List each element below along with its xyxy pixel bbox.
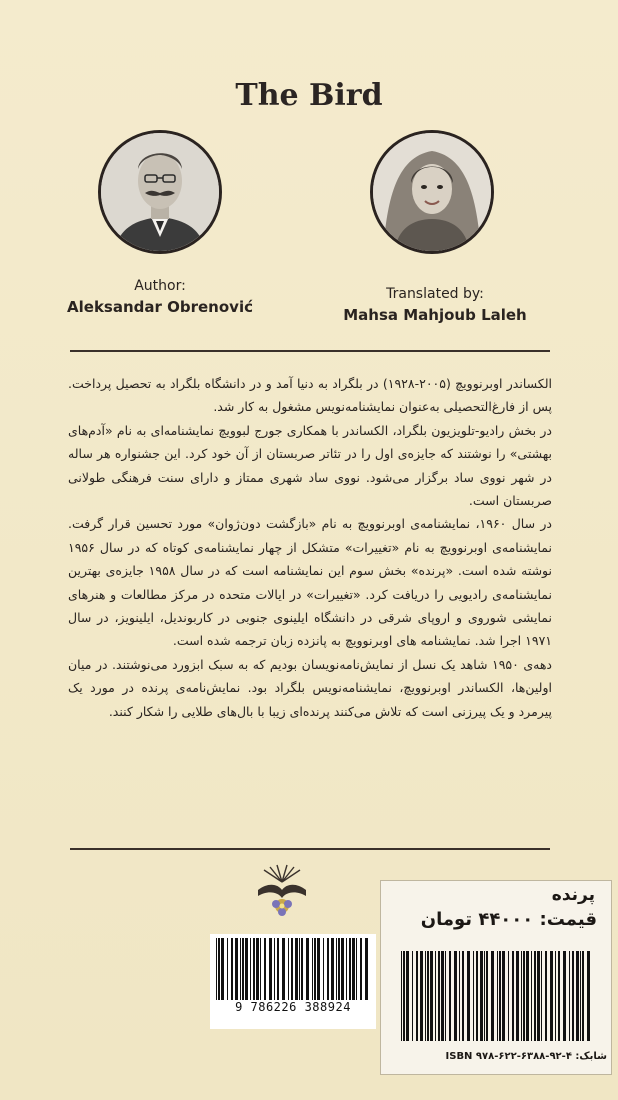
barcode-bar <box>502 951 505 1041</box>
barcode-bar <box>291 938 293 1000</box>
barcode-bar <box>253 938 255 1000</box>
barcode-bar <box>537 951 540 1041</box>
isbn-barcode <box>210 934 376 1029</box>
barcode-bar <box>438 951 440 1041</box>
barcode-bar <box>323 938 324 1000</box>
barcode-bar <box>349 938 351 1000</box>
barcode-bar <box>336 938 337 1000</box>
barcode-bar <box>242 938 244 1000</box>
barcode-bar <box>441 951 444 1041</box>
author-portrait <box>98 130 222 254</box>
open-book-with-flower-icon <box>254 862 310 918</box>
barcode-bar <box>491 951 494 1041</box>
barcode-bar <box>231 938 233 1000</box>
barcode-bar <box>406 951 409 1041</box>
barcode-bar <box>352 938 355 1000</box>
barcode-bar <box>445 951 446 1041</box>
barcode-bar <box>541 951 542 1041</box>
barcode-bar <box>269 938 272 1000</box>
barcode-bar <box>516 951 519 1041</box>
book-title: The Bird <box>235 78 383 113</box>
barcode-bar <box>420 951 423 1041</box>
barcode-bar <box>240 938 241 1000</box>
barcode-bar <box>412 951 413 1041</box>
barcode-bar <box>454 951 457 1041</box>
barcode-bar <box>572 951 574 1041</box>
barcode-bar <box>341 938 344 1000</box>
sticker-isbn: شابک: ۴-۹۲-۶۳۸۸-۶۲۲-۹۷۸ ISBN <box>445 1051 607 1062</box>
barcode-bar <box>523 951 525 1041</box>
barcode-bar <box>467 951 470 1041</box>
translator-name: Mahsa Mahjoub Laleh <box>343 306 527 324</box>
barcode-bar <box>582 951 584 1041</box>
translator-portrait <box>370 130 494 254</box>
barcode-bar <box>435 951 436 1041</box>
bottom-divider <box>70 848 550 850</box>
barcode-bar <box>449 951 451 1041</box>
barcode-bar <box>484 951 485 1041</box>
barcode-bar <box>331 938 334 1000</box>
barcode-bar <box>512 951 514 1041</box>
bio-paragraph-3: در سال ۱۹۶۰، نمایشنامه‌ی اوبرنوویچ به نام «بازگشت دون‌ژوان» مورد تحسین قرار گرفت. نمایشنامه‌ی اوبرنوویچ به نام «تغییرات» متشکل از چهار نمایشنامه‌ی کوتاه که در سال ۱۹۵۶ نوشته شده است. «پرنده» بخش سوم این نمایشنامه است که در سال ۱۹۵۸ جایزه‌ی بهترین نمایشنامه‌ی رادیویی را دریافت کرد. «تغییرات» در ایالات متحده در مرکز مطالعات و هنرهای نمایشی شوروی و اروپای شرقی در دانشگاه ایلینوی جنوبی در کاربوندیل، ایلینویز، در سال ۱۹۷۱ اجرا شد. نمایشنامه های اوبرنوویچ به پانزده زبان ترجمه شده است. <box>68 516 552 649</box>
barcode-bar <box>427 951 429 1041</box>
barcode-bar <box>430 951 433 1041</box>
barcode-bar <box>277 938 279 1000</box>
bio-paragraph-4: دهه‌ی ۱۹۵۰ شاهد یک نسل از نمایش‌نامه‌نویسان بودیم که به سبک ابزورد می‌نوشتند. در میان اولین‌ها، الکساندر اوبرنوویچ، نمایشنامه‌نویس بلگراد بود. نمایش‌نامه‌ی پرنده در مورد یک پیرمرد و یک پیرزنی است که تلاش می‌کنند پرنده‌ای زیبا با بال‌های طلایی را شکار کنند. <box>68 656 552 719</box>
translator-role-label: Translated by: <box>386 286 484 302</box>
barcode-bar <box>459 951 460 1041</box>
barcode-bar <box>221 938 224 1000</box>
barcode-bar <box>227 938 228 1000</box>
barcode-bar <box>558 951 560 1041</box>
sticker-book-name: پرنده <box>551 885 595 905</box>
barcode-bar <box>499 951 501 1041</box>
barcode-bar <box>235 938 238 1000</box>
barcode-bar <box>508 951 509 1041</box>
barcode-bar <box>338 938 340 1000</box>
barcode-bar <box>531 951 532 1041</box>
barcode-bar <box>216 938 217 1000</box>
barcode-bar <box>569 951 570 1041</box>
barcode-bar <box>306 938 309 1000</box>
barcode-bar <box>327 938 329 1000</box>
barcode-bar <box>403 951 405 1041</box>
barcode-bar <box>299 938 300 1000</box>
barcode-bar <box>480 951 483 1041</box>
barcode-bar <box>526 951 529 1041</box>
barcode-bar <box>521 951 522 1041</box>
barcode-bar <box>264 938 266 1000</box>
barcode-bar <box>218 938 220 1000</box>
bio-paragraph-1: الکساندر اوبرنوویچ (۲۰۰۵-۱۹۲۸) در بلگراد به دنیا آمد و در دانشگاه بلگراد به تحصیل پرداخت. پس از فارغ‌التحصیلی به‌عنوان نمایشنامه‌نویس مشغول به کار شد. <box>68 376 552 415</box>
barcode-bar <box>346 938 347 1000</box>
bio-paragraph-2: در بخش رادیو-تلویزیون بلگراد، الکساندر با همکاری جورج لبوویچ نمایشنامه‌ای به نام «آدم‌های بهشتی» را نوشتند که جایزه‌ی اول را در تئاتر صربستان از آن خود کرد. این جشنواره هر ساله در شهر نووی ساد برگزار می‌شود. نووی ساد شهری ممتاز و دارای سنت فرهنگی طولانی صربستان است. <box>68 422 552 509</box>
barcode-bar <box>360 938 362 1000</box>
translator-credit <box>330 286 540 324</box>
author-role-label: Author: <box>134 278 186 294</box>
barcode-bar <box>486 951 488 1041</box>
barcode-bar <box>576 951 579 1041</box>
barcode-bar <box>288 938 289 1000</box>
barcode-bar <box>534 951 536 1041</box>
author-credit <box>60 278 260 316</box>
barcode-bar <box>416 951 418 1041</box>
barcode-bar <box>462 951 464 1041</box>
barcode-bar <box>401 951 402 1041</box>
barcode-bar <box>256 938 259 1000</box>
barcode-bar <box>260 938 261 1000</box>
barcode-bar <box>295 938 298 1000</box>
barcode-bar <box>473 951 474 1041</box>
barcode-bar <box>282 938 285 1000</box>
barcode-bar <box>250 938 251 1000</box>
barcode-bar <box>476 951 478 1041</box>
barcode-bar <box>356 938 357 1000</box>
barcode-bar <box>555 951 556 1041</box>
top-divider <box>70 350 550 352</box>
barcode-bar <box>365 938 368 1000</box>
barcode-bar <box>550 951 553 1041</box>
barcode-bar <box>563 951 566 1041</box>
barcode-bar <box>425 951 426 1041</box>
barcode-bar <box>312 938 313 1000</box>
barcode-bar <box>580 951 581 1041</box>
barcode-bar <box>245 938 248 1000</box>
barcode-bar <box>545 951 547 1041</box>
barcode-bar <box>497 951 498 1041</box>
author-name: Aleksandar Obrenović <box>67 298 253 316</box>
barcode-bar <box>317 938 320 1000</box>
price-sticker <box>380 880 612 1075</box>
barcode-bar <box>301 938 303 1000</box>
sticker-barcode <box>395 947 599 1045</box>
sticker-price: قیمت: ۴۴۰۰۰ تومان <box>420 909 597 930</box>
barcode-bar <box>314 938 316 1000</box>
barcode-digits: 9 786226 388924 <box>210 1000 376 1014</box>
author-biography <box>68 372 552 723</box>
barcode-bar <box>274 938 275 1000</box>
barcode-bar <box>587 951 590 1041</box>
